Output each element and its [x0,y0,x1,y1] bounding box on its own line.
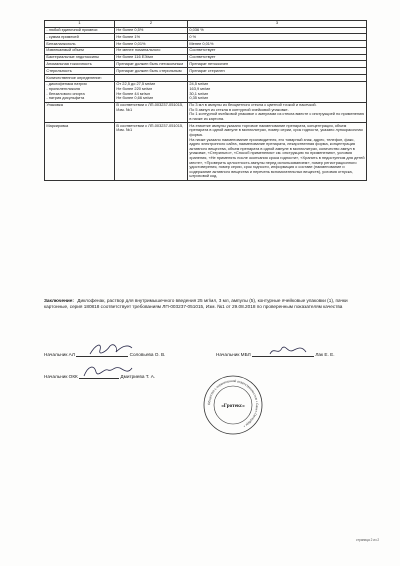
table-cell: В соответствии с ЛП-003237-051015, Изм. №1 [115,123,188,181]
table-cell: Аномальная токсичность [45,61,115,68]
table-cell: Не менее номинального [115,47,188,54]
table-row [45,61,367,68]
table-row [45,81,367,102]
table-cell [188,75,367,82]
signature-name: Соловьева О. В. [129,352,166,357]
table-row [45,47,367,54]
table-cell: Не более 0,5% [115,27,188,34]
table-row [45,68,367,75]
table-cell: Бензилалкоголь [45,41,115,48]
table-header-cell: 1 [45,21,115,28]
conclusion-label: Заключение: [44,298,74,303]
table-cell: В соответствии с ЛП-003237-051015, Изм. №1 [115,102,188,123]
signature-name: Дмитриева Т. А. [120,374,156,379]
table-row [45,123,367,181]
table-row [45,34,367,41]
table-cell: Соответствует [188,47,367,54]
table-cell: 0,036 % [188,27,367,34]
signature-name: Лак Е. Е. [315,352,335,357]
table-row [45,27,367,34]
spec-table [44,20,367,181]
table-cell: Препарат стерилен [188,68,367,75]
table-cell: На этикетке ампулы указано торговое наименование препарата, концентрация, объем препарата в одной ампуле в миллилитрах, номер серии, срок годности, указано лунокрасочная форма. На пачке указано наименование производителя, его товарный знак, адрес, телефон, факс, адрес электронного сайта, наименование препарата, лекарственная форма, концентрация активного вещества, объем препарата в одной ампуле в миллилитрах, количество ампул в упаковке, «Стерильно», «Способ применения» см. инструкцию по применению», условия хранения, «Не применять после окончания срока годности», «Хранить в недоступном для детей месте», «Проверить целостность ампулы перед использованием», номер регистрационного удостоверения, номер серии, срок годности, информация о составе (наименование и содержание активного вещества и перечень вспомогательных веществ), условия отпуска, штриховой код. [189,122,365,179]
table-cell: Стерильность [45,68,115,75]
signature-title: Начальник ОКК [44,374,78,379]
table-header-cell: 2 [115,21,188,28]
table-cell: Менее 0,01% [188,41,367,48]
signature-title: Начальник АЛ [44,352,75,357]
table-cell: Извлекаемый объем [45,47,115,54]
table-cell: Препарат должен быть нетоксичным [115,61,188,68]
table-cell: Препарат нетоксичен [188,61,367,68]
table-cell: По 3 мл в ампулы из бесцветного стекла с цветной точкой и насечкой. По 5 ампул из стекла в контурной ячейковой упаковке. По 1 контурной ячейковой упаковке с ампулами из стекла вместе с инструкцией по применению в пачке из картона. [188,102,367,123]
table-cell: Упаковка [45,102,115,123]
conclusion-block [44,298,364,310]
table-row [45,41,367,48]
table-header-cell: 3 [188,21,367,28]
table-cell: Соответствует [188,54,367,61]
table-cell: 0 % [188,34,367,41]
table-cell: Бактериальные эндотоксины [45,54,115,61]
table-cell: Не более 1% [115,34,188,41]
table-cell: Не более 116 ЕЭ/мл [115,54,188,61]
table-cell: - диклофенака натрия - пропиленгликоля - бензилового спирта - натрия дисульфита [45,81,115,102]
handwritten-signature-al [88,340,134,358]
table-cell: Не более 0,01% [115,41,188,48]
table-cell: От 22,5 до 27,5 мг/мл Не более 220 мг/мл Не более 44 мг/мл Не более 0,66 мг/мл [115,81,188,102]
conclusion-text: Диклофенак, раствор для внутримышечного введения 25 мг/мл, 3 мл, ампулы (5), контурные ячейковые упаковки (1), пачки картонные, серия 180818 соответствует требованиям ЛП-003237-051015, Изм. №1 от 29.08.2018 по проверенным показателям качества [44,298,348,309]
stamp-center-text: «Гротекс» [221,403,245,409]
handwritten-signature-mbl [268,342,308,358]
handwritten-signature-okk [82,362,134,382]
table-row [45,54,367,61]
stamp-ring-text: Общество с ограниченной ответственностью • Санкт-Петербург • [206,378,260,429]
page-number: страница 2 из 2 [356,538,380,542]
table-cell: Маркировка [45,123,115,181]
table-cell [115,75,188,82]
company-stamp [202,374,264,436]
table-cell: Количественное определение: [45,75,115,82]
table-cell: 24,5 мг/мл 163,9 мг/мл 30,1 мг/мл 0,35 мг/мл [188,81,367,102]
table-row [45,102,367,123]
table-cell: Препарат должен быть стерильным [115,68,188,75]
table-cell: - сумма примесей [45,34,115,41]
table-row [45,75,367,82]
signature-title: Начальник МБЛ [216,352,251,357]
table-cell: - любой единичной примеси [45,27,115,34]
